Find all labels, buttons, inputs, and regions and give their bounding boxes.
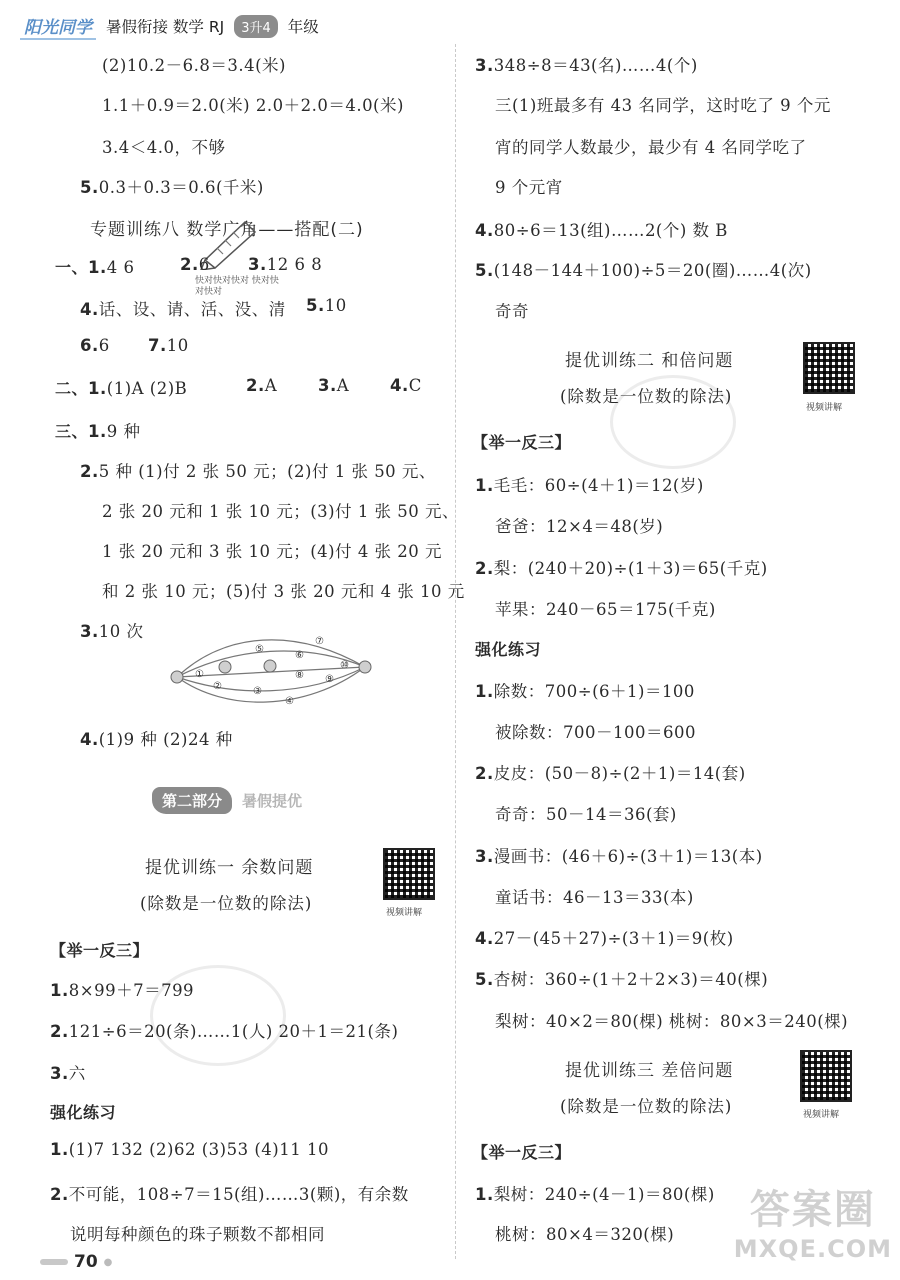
footer-dot-icon: ● [103,1256,113,1268]
answer-line: 童话书：46－13＝33(本) [495,888,694,907]
training-title: 提优训练三 差倍问题 [565,1061,734,1081]
grade-suffix: 年级 [287,18,319,36]
answer-line: 说明每种颜色的珠子颗数不都相同 [70,1225,325,1244]
route-label: ⑦ [315,636,324,647]
subsection-heading: 【举一反三】 [50,941,150,960]
subsection-heading: 强化练习 [50,1103,117,1122]
answer-line: 3.10 次 [80,622,144,641]
route-label: ⑩ [340,660,349,671]
answer-line: 2.5 种 (1)付 2 张 50 元；(2)付 1 张 50 元、 [80,462,436,481]
answer-line: 4.80÷6＝13(组)……2(个) 数 B [475,221,728,240]
subsection-heading: 【举一反三】 [472,1143,572,1162]
answer-line: 6.6 [80,336,110,355]
part-two-banner [152,787,302,814]
qr-label: 视频讲解 [386,908,423,918]
answer-line: 苹果：240－65＝175(千克) [495,600,716,619]
answer-line: 4.(1)9 种 (2)24 种 [80,730,233,749]
answer-line: 4.话、设、请、活、没、清 [80,300,286,319]
answer-line: 1.除数：700÷(6＋1)＝100 [475,682,695,701]
page-number: 70 [74,1252,98,1272]
qr-label: 视频讲解 [806,403,843,413]
qr-code-icon[interactable] [800,1050,852,1102]
answer-line: 1.(1)7 132 (2)62 (3)53 (4)11 10 [50,1140,329,1159]
answer-line: 被除数：700－100＝600 [495,723,696,742]
answer-line: 和 2 张 10 元；(5)付 3 张 20 元和 4 张 10 元 [102,582,465,601]
answer-line: 2.皮皮：(50－8)÷(2＋1)＝14(套) [475,764,746,783]
answer-line: 1.1＋0.9＝2.0(米) 2.0＋2.0＝4.0(米) [102,96,404,115]
answer-line: 桃树：80×4＝320(棵) [495,1225,675,1244]
answer-line: 9 个元宵 [495,178,563,197]
answer-line: 1 张 20 元和 3 张 10 元；(4)付 4 张 20 元 [102,542,443,561]
answer-line: 3.4＜4.0，不够 [102,138,226,157]
route-label: ⑧ [295,670,304,681]
answer-line: 宵的同学人数最少，最少有 4 名同学吃了 [495,138,807,157]
answer-line: 2.梨：(240＋20)÷(1＋3)＝65(千克) [475,559,768,578]
page-footer [40,1252,112,1272]
handwritten-note: 快对快对快对 快对快对快对 [195,276,279,297]
qr-code-icon[interactable] [803,342,855,394]
answer-line: 3.348÷8＝43(名)……4(个) [475,56,698,75]
footer-bar [40,1259,68,1265]
answer-line: 奇奇 [495,302,529,321]
answer-line: 3.漫画书：(46＋6)÷(3＋1)＝13(本) [475,847,763,866]
grade-badge: 3升4 [234,15,278,38]
column-divider [455,44,456,1259]
training-title: 提优训练二 和倍问题 [565,351,734,371]
training-title: 提优训练一 余数问题 [145,858,314,878]
section-title: 专题训练八 数学广角——搭配(二) [90,220,364,240]
route-label: ② [213,681,222,692]
answer-line: 一、1.4 6 [55,258,135,277]
subsection-heading: 强化练习 [475,640,542,659]
answer-line: 3.12 6 8 [248,255,323,274]
answer-line: 二、1.(1)A (2)B [55,379,188,398]
part-badge: 第二部分 [152,787,232,814]
answer-line: 三、1.9 种 [55,422,141,441]
subsection-heading: 【举一反三】 [472,433,572,452]
answer-line: 三(1)班最多有 43 名同学，这时吃了 9 个元 [495,96,831,115]
training-subtitle: (除数是一位数的除法) [560,1097,733,1116]
route-label: ④ [285,696,294,707]
answer-line: 2.6 [180,255,210,274]
answer-line: 1.8×99＋7＝799 [50,981,195,1000]
route-label: ⑨ [325,674,334,685]
route-label: ⑤ [255,644,264,655]
answer-line: 2.121÷6＝20(条)……1(人) 20＋1＝21(条) [50,1022,399,1041]
part-title: 暑假提优 [242,792,303,810]
answer-line: 3.六 [50,1064,86,1083]
book-title: 暑假衔接 数学 RJ [106,18,225,36]
answer-line: 5.10 [306,296,347,315]
answer-line: 1.梨树：240÷(4－1)＝80(棵) [475,1185,715,1204]
answer-line: 奇奇：50－14＝36(套) [495,805,677,824]
training-subtitle: (除数是一位数的除法) [560,387,733,406]
answer-line: 2 张 20 元和 1 张 10 元；(3)付 1 张 50 元、 [102,502,460,521]
answer-line: 4.27－(45＋27)÷(3＋1)＝9(枚) [475,929,734,948]
page-header [20,10,319,42]
answer-line: 梨树：40×2＝80(棵) 桃树：80×3＝240(棵) [495,1012,849,1031]
route-label: ③ [253,686,262,697]
qr-label: 视频讲解 [803,1110,840,1120]
publisher-logo: 阳光同学 [20,13,96,40]
route-diagram [165,622,380,717]
answer-line: 2.不可能，108÷7＝15(组)……3(颗)，有余数 [50,1185,409,1204]
route-label: ⑥ [295,650,304,661]
training-subtitle: (除数是一位数的除法) [140,894,313,913]
answer-line: 5.杏树：360÷(1＋2＋2×3)＝40(棵) [475,970,769,989]
answer-line: 7.10 [148,336,189,355]
route-label: ① [195,669,204,680]
answer-line: 5.(148－144＋100)÷5＝20(圈)……4(次) [475,261,812,280]
answer-line: 2.A [246,376,278,395]
qr-code-icon[interactable] [383,848,435,900]
answer-line: 1.毛毛：60÷(4＋1)＝12(岁) [475,476,704,495]
answer-line: 5.0.3＋0.3＝0.6(千米) [80,178,264,197]
site-watermark: 答案圈 MXQE.COM [733,1187,892,1263]
answer-line: (2)10.2－6.8＝3.4(米) [102,56,286,75]
answer-line: 3.A [318,376,350,395]
answer-line: 爸爸：12×4＝48(岁) [495,517,664,536]
answer-line: 4.C [390,376,422,395]
